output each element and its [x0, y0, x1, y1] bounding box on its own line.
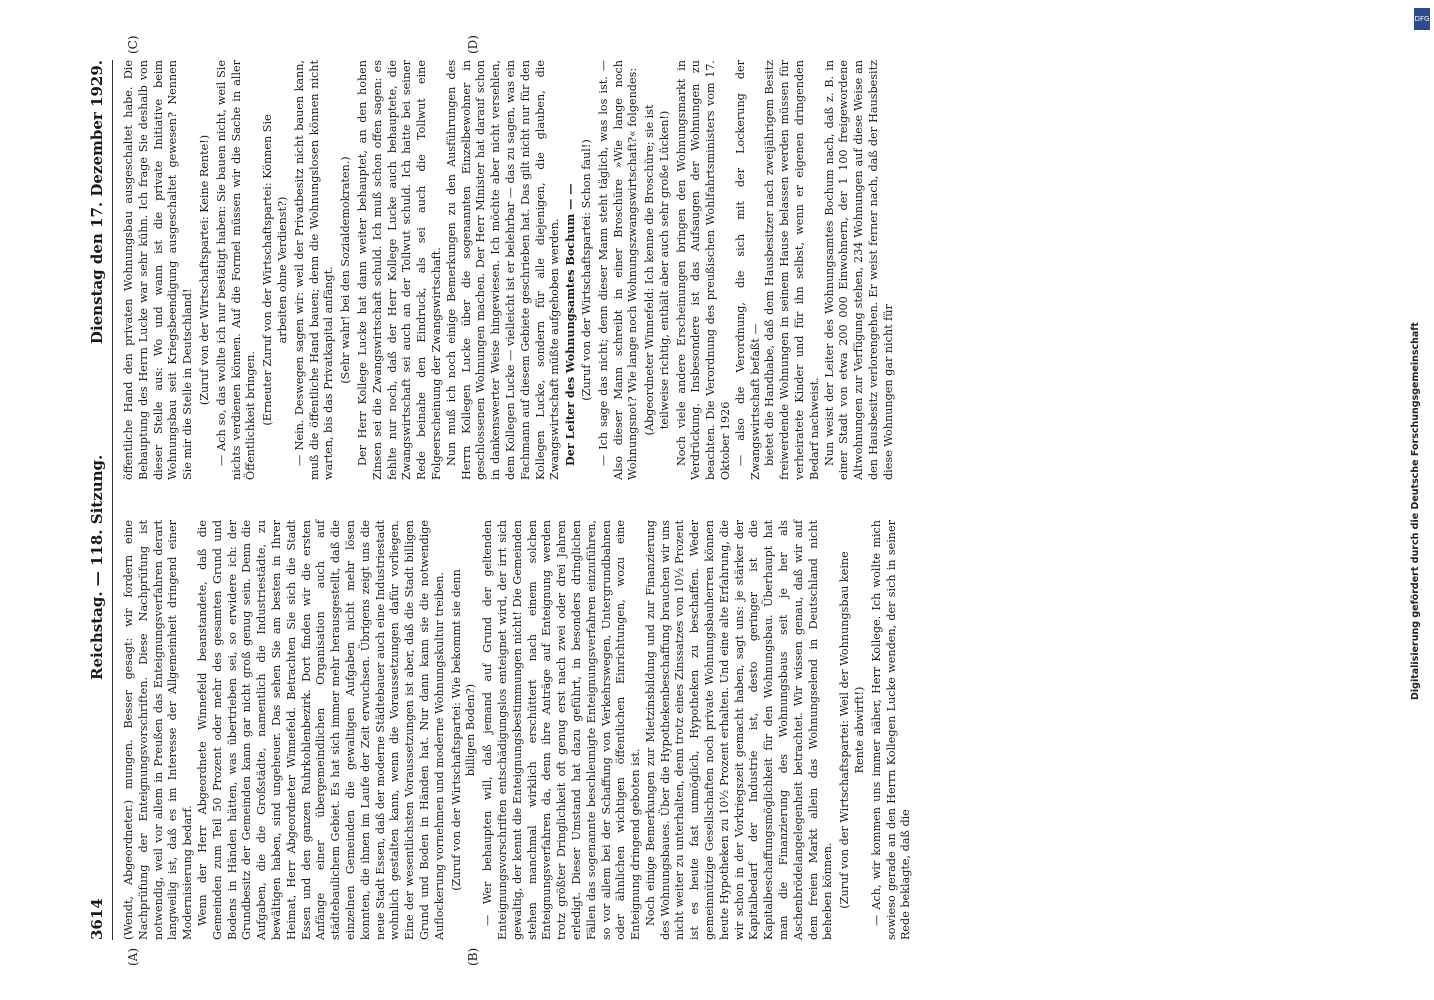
paragraph: Noch einige Bemerkungen zur Mietzinsbildung und zur Finanzierung des Wohnungsbaues. Über die Hypothekenbeschaffung brauchen wir uns nicht weiter zu unterhalten, denn trotz eines Zinssatzes von 10½ Prozent ist es heute fast unmöglich, Hypotheken zu beschaffen. Weder gemeinnützige Gesellschaften noch private Wohnungsbauherren können heute Hypotheken zu 10½ Prozent erhalten. Und eine alte Erfahrung, die wir schon in der Vorkriegszeit gemacht haben, sagt uns: je stärker der Kapitalbedarf der Industrie ist, desto geringer ist die Kapitalbeschaffungsmöglichkeit für den Wohnungsbau. Überhaupt hat man die Finanzierung des Wohnungsbaus seit je her als Aschenbrödelangelegenheit betrachtet. Wir wissen genau, daß wir auf dem freien Markt allein das Wohnungselend in Deutschland nicht beheben können.	[643, 520, 835, 940]
dfg-logo	[1414, 8, 1430, 30]
margin-marker-b: (B)	[466, 947, 480, 966]
page-number: 3614	[88, 898, 106, 940]
margin-marker-a: (A)	[126, 947, 140, 966]
dfg-logo-text: DFG	[1414, 15, 1430, 23]
quotation: Noch viele andere Erscheinungen bringen den Wohnungsmarkt in Verdrückung. Insbesondere ist das Aufsaugen der Wohnungen zu beachten. Die Verordnung des preußischen Wohlfahrtsministers vom 17. Oktober 1926	[674, 60, 733, 480]
paragraph: öffentliche Hand den privaten Wohnungsbau ausgeschaltet habe. Die Behauptung des Herrn Lucke war sehr kühn. Ich frage Sie deshalb von dieser Stelle aus: Wo und wann ist die private Initiative beim Wohnungsbau seit Kriegsbeendigung ausgeschaltet gewesen? Nennen Sie mir die Stelle in Deutschland!	[122, 60, 195, 480]
paragraph: — Ich sage das nicht; denn dieser Mann steht täglich, was los ist. — Also dieser Mann schreibt in einer Broschüre »Wie lange noch Wohnungsnot? Wie lange noch Wohnungszwangswirtschaft?« folgendes:	[596, 60, 640, 480]
paragraph: Der Herr Kollege Lucke hat dann weiter behauptet, an den hohen Zinsen sei die Zwangswirtschaft schuld. Ich muß schon offen sagen: es fehlte nur noch, daß der Herr Kollege Lucke auch behauptete, die Zwangswirtschaft sei auch an der Tollwut schuld. Ich hatte bei seiner Rede beinahe den Eindruck, als sei auch die Tollwut eine Folgeerscheinung der Zwangswirtschaft.	[355, 60, 443, 480]
digitization-note	[1410, 10, 1426, 990]
paragraph: Nun muß ich noch einige Bemerkungen zu den Ausführungen des Herrn Kollegen Lucke über die sogenannten Einzelbewohner in geschlossenen Wohnungen machen. Der Herr Minister hat darauf schon in dankenswerter Weise hingewiesen. Ich möchte aber nicht versehlen, dem Kollegen Lucke — vielleicht ist er belehrbar — das zu sagen, was ein Fachmann auf diesem Gebiete geschrieben hat. Das gilt nicht nur für den Kollegen Lucke, sondern für alle diejenigen, die glauben, die Zwangswirtschaft müßte aufgehoben werden.	[444, 60, 562, 480]
paragraph: Wenn der Herr Abgeordnete Winnefeld beanstandete, daß die Gemeinden zum Teil 50 Prozent oder mehr des gesamten Grund und Bodens in Händen hätten, was übertrieben sei, so erwidere ich: der Grundbesitz der Gemeinden kann gar nicht groß genug sein. Denn die Aufgaben, die die Großstädte, namentlich die Industriestädte, zu bewältigen haben, sind ungeheuer. Das sehen Sie am besten in Ihrer Heimat, Herr Abgeordneter Winnefeld. Betrachten Sie sich die Stadt Essen und den ganzen Ruhrkohlenbezirk. Dort finden wir die ersten Anfänge einer übergemeindlichen Organisation auch auf städtebaulichem Gebiet. Es hat sich immer mehr herausgestellt, daß die einzelnen Gemeinden die gewaltigen Aufgaben nicht mehr lösen konnten, die ihnen im Laufe der Zeit erwuchsen. Übrigens zeigt uns die neue Stadt Essen, daß der moderne Städtebauer auch eine Industriestadt wohnlich gestalten kann, wenn die Voraussetzungen dafür vorliegen. Eine der wesentlichsten Voraussetzungen ist aber, daß die Stadt billigen Grund und Boden in Händen hat. Nur dann kann sie die notwendige Auflockerung vornehmen und moderne Wohnungskultur treiben.	[195, 520, 446, 940]
interjection: (Erneuter Zuruf von der Wirtschaftspartei: Können Sie arbeiten ohne Verdienst?)	[261, 114, 289, 426]
header-rule	[112, 60, 113, 940]
paragraph: — also die Verordnung, die sich mit der Lockerung der Zwangswirtschaft befaßt —	[733, 60, 762, 480]
session-title: Reichstag. — 118. Sitzung.	[88, 454, 106, 680]
digitization-note-text: Digitalisierung gefördert durch die Deutsche Forschungsgemeinschaft	[1410, 322, 1421, 700]
interjection: (Abgeordneter Winnefeld: Ich kenne die Broschüre; sie ist teilweise richtig, enthält aber auch sehr große Lücken!)	[643, 104, 671, 436]
interjection: (Zuruf von der Wirtschaftspartei: Keine Rente!)	[197, 134, 211, 406]
interjection: (Zuruf von der Wirtschaftspartei: Wie bekommt sie denn billigen Boden?)	[449, 569, 478, 891]
quotation: bietet die Handhabe, daß dem Hausbesitzer nach zweijährigem Besitz freiwerdende Wohnungen in seinem Hause belassen werden müssen für verheiratete Kinder und für ihn selbst, wenn er eigenen dringenden Bedarf nachweist.	[763, 60, 821, 480]
left-column	[122, 520, 913, 940]
right-column	[122, 60, 895, 480]
session-date: Dienstag den 17. Dezember 1929.	[88, 60, 106, 345]
paragraph: Nun weist der Leiter des Wohnungsamtes Bochum nach, daß z. B. in einer Stadt von etwa 200 000 Einwohnern, der 1 100 freigewordene Altwohnungen zur Verfügung stehen, 234 Wohnungen auf diese Weise an den Hausbesitz verlorengehen. Er weist ferner nach, daß der Hausbesitz diese Wohnungen gar nicht für	[822, 60, 895, 480]
interjection: (Zuruf von der Wirtschaftspartei: Weil der Wohnungsbau keine Rente abwirft!)	[838, 551, 867, 909]
running-header	[86, 60, 112, 940]
interjection: (Zuruf von der Wirtschaftspartei: Schon faul!)	[579, 139, 593, 401]
paragraph: (Wendt, Abgeordneter.) mungen. Besser gesagt: wir fordern eine Nachprüfung der Enteignungsvorschriften. Diese Nachprüfung ist notwendig, weil vor allem in Preußen das Enteignungsverfahren derart langweilig ist, daß es im Interesse der Allgemeinheit dringend einer Modernisierung bedarf.	[122, 520, 195, 940]
paragraph: — Nein. Deswegen sagen wir: weil der Privatbesitz nicht bauen kann, muß die öffentliche Hand bauen; denn die Wohnungslosen können nicht warten, bis das Privatkapital anfängt.	[292, 60, 336, 480]
paragraph: — Ach, wir kommen uns immer näher, Herr Kollege. Ich wollte mich sowieso gerade an den Herrn Kollegen Lucke wenden, der sich in seiner Rede beklagte, daß die	[869, 520, 913, 940]
paragraph: — Ach so, das wollte ich nur bestätigt haben: Sie bauen nicht, weil Sie nichts verdienen können. Auf die Formel müssen wir die Sache in aller Öffentlichkeit bringen.	[214, 60, 258, 480]
paragraph: — Wer behaupten will, daß jemand auf Grund der geltenden Enteignungsvorschriften entschädigungslos enteignet wird, der irrt sich gewaltig, der kennt die Enteignungsbestimmungen nicht! Die Gemeinden stehen manchmal wirklich erschüttert nach einem solchen Enteignungsverfahren da, denn ihre Anträge auf Enteignung werden trotz größter Dringlichkeit oft genug erst nach zwei oder drei Jahren erledigt. Dieser Umstand hat dazu geführt, in besonders dringlichen Fällen das sogenannte beschleunigte Enteignungsverfahren einzuführen, so vor allem bei der Schaffung von Verkehrswegen, Untergrundbahnen oder ähnlichen wichtigen öffentlichen Einrichtungen, wozu eine Enteignung dringend geboten ist.	[481, 520, 643, 940]
interjection: (Sehr wahr! bei den Sozialdemokraten.)	[339, 156, 353, 384]
margin-marker-c: (C)	[126, 35, 140, 54]
margin-marker-d: (D)	[466, 35, 480, 54]
rotated-document	[86, 35, 913, 966]
paragraph: Der Leiter des Wohnungsamtes Bochum — —	[563, 183, 578, 466]
